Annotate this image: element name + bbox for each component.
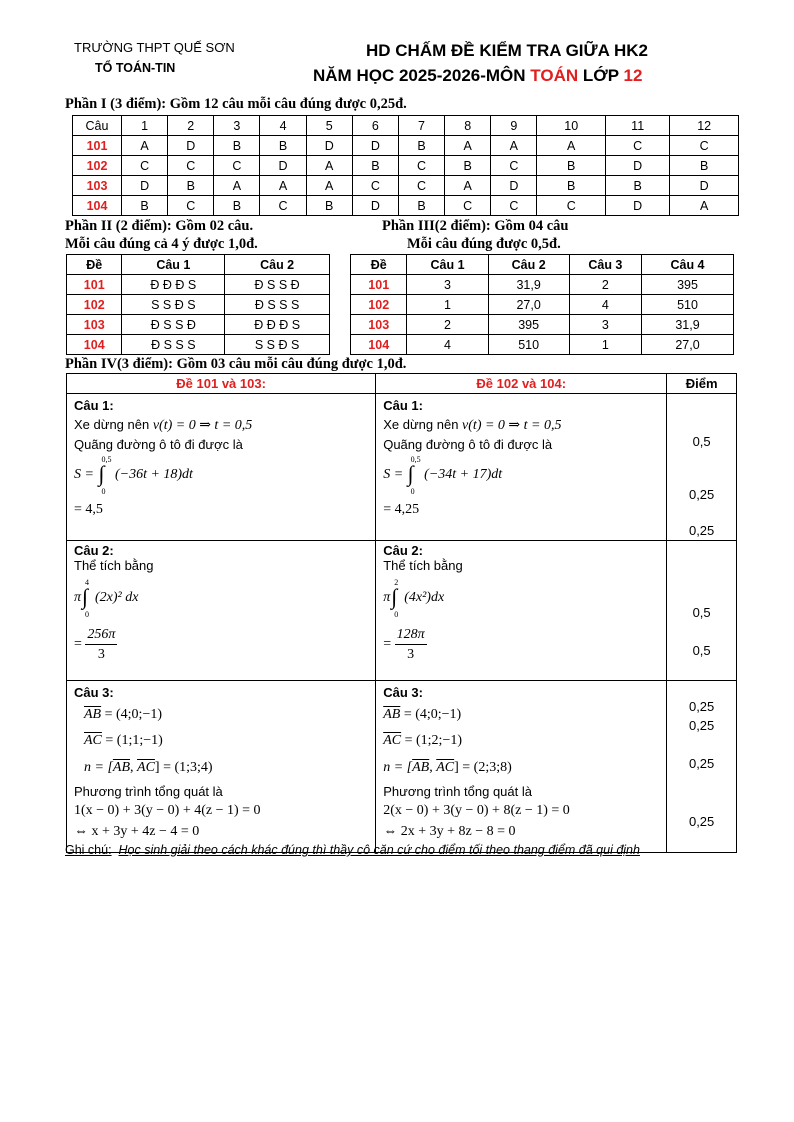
table-header-cell: 4 <box>260 116 306 136</box>
q3-equation-1: 1(x − 0) + 3(y − 0) + 4(z − 1) = 0 <box>74 803 261 818</box>
table-row <box>73 136 739 156</box>
q1-integrand: (−36t + 18)dt <box>114 467 193 483</box>
table-header-cell: Đề <box>67 255 122 275</box>
table-row <box>73 196 739 216</box>
table-header-cell: 10 <box>537 116 606 136</box>
answer-cell: C <box>398 176 444 196</box>
q3-equation-text: Phương trình tổng quát là <box>74 784 223 799</box>
q2-integrand: (4x²)dx <box>404 590 445 606</box>
integral-upper-bound: 0,5 <box>101 455 112 464</box>
table-header-cell: 1 <box>122 116 168 136</box>
answer-cell: 3 <box>569 315 641 335</box>
q1-s-prefix: S = <box>74 467 98 483</box>
table-row <box>351 315 734 335</box>
answer-cell: D <box>352 196 398 216</box>
q2-result: = $\frac{128\pi}{3}$ <box>383 627 425 662</box>
q2-result-denominator: 3 <box>97 647 105 662</box>
answer-cell: 1 <box>569 335 641 355</box>
score-value: 0,5 <box>692 643 711 658</box>
q1-label: Câu 1: <box>383 398 423 413</box>
exam-code-cell: 102 <box>73 156 122 176</box>
table-header-cell: 6 <box>352 116 398 136</box>
answer-cell: S S Đ S <box>225 335 330 355</box>
answer-cell: Đ S S Đ <box>225 275 330 295</box>
exam-code-cell: 101 <box>351 275 407 295</box>
question-2-row <box>67 541 737 681</box>
answer-cell: B <box>445 156 491 176</box>
answer-cell: B <box>306 196 352 216</box>
exam-code-cell: 103 <box>351 315 407 335</box>
q1-integral <box>74 455 375 498</box>
exam-code-cell: 101 <box>73 136 122 156</box>
answer-cell: 4 <box>569 295 641 315</box>
q3-solution-a <box>67 681 376 853</box>
answer-cell: 510 <box>642 295 734 315</box>
answer-cell: B <box>168 176 214 196</box>
answer-cell: D <box>122 176 168 196</box>
table-header-row <box>73 116 739 136</box>
department-name: TỔ TOÁN-TIN <box>95 61 176 75</box>
integral-upper-bound: 4 <box>85 578 90 587</box>
question-1-row <box>67 394 737 541</box>
vector-ac-value: = (1;2;−1) <box>401 733 463 748</box>
answer-cell: A <box>445 136 491 156</box>
table-header-cell: Câu 3 <box>569 255 641 275</box>
footnote-text: Học sinh giải theo cách khác đúng thì thầy cô căn cứ cho điểm tối theo thang điểm đã qui định <box>118 843 640 857</box>
answer-cell: D <box>168 136 214 156</box>
column-header-score: Điểm <box>667 374 737 394</box>
answer-cell: C <box>214 156 260 176</box>
school-name: TRƯỜNG THPT QUẾ SƠN <box>74 40 235 55</box>
q1-integral <box>383 455 666 498</box>
answer-cell: A <box>260 176 306 196</box>
table-header-cell: Câu 1 <box>122 255 225 275</box>
q2-result: = $\frac{256\pi}{3}$ <box>74 627 116 662</box>
answer-cell: S S Đ S <box>122 295 225 315</box>
answer-cell: C <box>606 136 670 156</box>
answer-cell: C <box>122 156 168 176</box>
answer-cell: Đ S S S <box>122 335 225 355</box>
table-row <box>67 295 330 315</box>
q2-result-denominator: 3 <box>407 647 415 662</box>
table-header-cell: 5 <box>306 116 352 136</box>
q3-solution-b <box>376 681 667 853</box>
vector-ac-name: $\overline{AC}$ <box>383 733 402 748</box>
table-header-cell: Đề <box>351 255 407 275</box>
table-header-cell: Câu <box>73 116 122 136</box>
table-header-cell: Câu 2 <box>488 255 569 275</box>
answer-cell: A <box>306 156 352 176</box>
q2-solution-a <box>67 541 376 681</box>
subtitle-part: NĂM HỌC 2025-2026-MÔN <box>313 66 531 85</box>
table-row <box>67 335 330 355</box>
table-row <box>73 156 739 176</box>
answer-cell: B <box>398 196 444 216</box>
part3-subheading: Mỗi câu đúng được 0,5đ. <box>407 236 561 252</box>
q2-result-numerator: 128π <box>395 625 427 645</box>
part2-heading: Phần II (2 điểm): Gồm 02 câu. <box>65 218 254 234</box>
integral-sign: 0,5 ∫ 0 <box>407 455 421 496</box>
score-value: 0,25 <box>688 814 715 829</box>
answer-cell: 395 <box>488 315 569 335</box>
q3-vector-ab <box>383 702 666 728</box>
q3-scores <box>667 681 737 853</box>
integral-sign: 2 ∫ 0 <box>391 578 399 619</box>
q3-equation-2: ⇔ x + 3y + 4z − 4 = 0 <box>74 824 200 839</box>
table-row <box>351 275 734 295</box>
part1-answer-table <box>72 115 739 216</box>
q1-stop-math: v(t) = 0 ⇒ t = 0,5 <box>462 418 562 433</box>
q3-label: Câu 3: <box>74 685 114 700</box>
answer-cell: B <box>214 196 260 216</box>
q1-result: = 4,25 <box>383 502 420 517</box>
exam-code-cell: 104 <box>67 335 122 355</box>
q3-equation-2: ⇔ 2x + 3y + 8z − 8 = 0 <box>383 824 516 839</box>
answer-cell: B <box>670 156 739 176</box>
q3-vector-ac <box>84 728 375 754</box>
integral-sign: 0,5 ∫ 0 <box>98 455 112 496</box>
table-header-cell: 2 <box>168 116 214 136</box>
table-header-cell: 7 <box>398 116 444 136</box>
score-value: 0,5 <box>692 605 711 620</box>
normal-vector-prefix: n = [ <box>84 760 113 775</box>
normal-vector-value: ] = (2;3;8) <box>454 760 512 775</box>
answer-cell: C <box>168 196 214 216</box>
vector-ab-name: $\overline{AB}$ <box>84 707 102 722</box>
part2-answer-table <box>66 254 330 355</box>
exam-code-cell: 102 <box>351 295 407 315</box>
answer-cell: C <box>260 196 306 216</box>
answer-cell: A <box>491 136 537 156</box>
answer-cell: C <box>168 156 214 176</box>
vector-ac-value: = (1;1;−1) <box>101 733 163 748</box>
q2-integral: π 4 ∫ 0 (2x)² dx <box>74 578 139 619</box>
column-header-102-104: Đề 102 và 104: <box>376 374 667 394</box>
q1-label: Câu 1: <box>74 398 114 413</box>
part4-solution-table <box>66 373 737 853</box>
document-subtitle <box>313 66 642 86</box>
exam-code-cell: 103 <box>73 176 122 196</box>
table-row <box>351 295 734 315</box>
answer-cell: C <box>352 176 398 196</box>
q3-equation-1: 2(x − 0) + 3(y − 0) + 8(z − 1) = 0 <box>383 803 570 818</box>
table-header-cell: 11 <box>606 116 670 136</box>
q2-integral: π 2 ∫ 0 (4x²)dx <box>383 578 445 619</box>
answer-cell: Đ Đ Đ S <box>122 275 225 295</box>
answer-cell: D <box>260 156 306 176</box>
vector-ab-name: $\overline{AB}$ <box>112 760 131 775</box>
answer-cell: B <box>122 196 168 216</box>
answer-cell: D <box>606 156 670 176</box>
integral-lower-bound: 0 <box>394 610 399 619</box>
table-header-row <box>67 255 330 275</box>
answer-cell: D <box>606 196 670 216</box>
q1-stop-text: Xe dừng nên <box>383 417 463 432</box>
q2-label: Câu 2: <box>383 543 423 558</box>
q1-stop-line <box>74 415 375 435</box>
score-value: 0,25 <box>688 718 715 733</box>
answer-cell: 2 <box>407 315 488 335</box>
answer-cell: A <box>214 176 260 196</box>
integral-lower-bound: 0 <box>85 610 90 619</box>
answer-cell: B <box>537 156 606 176</box>
subtitle-subject: TOÁN <box>530 66 579 85</box>
score-value: 0,25 <box>688 487 715 502</box>
q1-scores <box>667 394 737 541</box>
q1-stop-line <box>383 415 666 435</box>
table-header-cell: 9 <box>491 116 537 136</box>
integral-sign: 4 ∫ 0 <box>82 578 90 619</box>
q1-solution-b <box>376 394 667 541</box>
q1-integrand: (−34t + 17)dt <box>424 467 503 483</box>
answer-cell: 510 <box>488 335 569 355</box>
exam-code-cell: 101 <box>67 275 122 295</box>
q1-solution-a <box>67 394 376 541</box>
answer-cell: Đ S S S <box>225 295 330 315</box>
vector-ab-value: = (4;0;−1) <box>101 707 163 722</box>
part1-heading: Phần I (3 điểm): Gồm 12 câu mỗi câu đúng được 0,25đ. <box>65 96 407 112</box>
answer-cell: A <box>445 176 491 196</box>
table-header-cell: 3 <box>214 116 260 136</box>
answer-cell: D <box>306 136 352 156</box>
answer-cell: 27,0 <box>488 295 569 315</box>
question-3-row <box>67 681 737 853</box>
q1-result: = 4,5 <box>74 502 103 517</box>
table-header-cell: Câu 1 <box>407 255 488 275</box>
answer-cell: 27,0 <box>642 335 734 355</box>
table-header-cell: 12 <box>670 116 739 136</box>
answer-cell: A <box>670 196 739 216</box>
table-header-cell: Câu 2 <box>225 255 330 275</box>
part4-heading: Phần IV(3 điểm): Gồm 03 câu mỗi câu đúng được 1,0đ. <box>65 356 407 372</box>
q1-stop-text: Xe dừng nên <box>74 417 153 432</box>
q2-result-numerator: 256π <box>85 625 117 645</box>
answer-cell: 3 <box>407 275 488 295</box>
subtitle-grade: 12 <box>623 66 643 85</box>
vector-ab-value: = (4;0;−1) <box>400 707 462 722</box>
answer-cell: 1 <box>407 295 488 315</box>
vector-ac-name: $\overline{AC}$ <box>84 733 102 748</box>
answer-cell: C <box>537 196 606 216</box>
score-value: 0,25 <box>688 756 715 771</box>
footnote-label: Ghi chú: <box>65 843 112 857</box>
answer-cell: B <box>260 136 306 156</box>
document-title: HD CHẤM ĐỀ KIỂM TRA GIỮA HK2 <box>366 41 649 60</box>
answer-cell: B <box>537 176 606 196</box>
answer-cell: B <box>352 156 398 176</box>
normal-vector-value: ] = (1;3;4) <box>154 760 213 775</box>
answer-cell: 31,9 <box>488 275 569 295</box>
answer-cell: A <box>122 136 168 156</box>
q2-volume-text: Thể tích bằng <box>74 558 154 573</box>
vector-ab-name: $\overline{AB}$ <box>383 707 401 722</box>
normal-vector-prefix: n = [ <box>383 760 413 775</box>
q2-volume-text: Thể tích bằng <box>383 558 463 573</box>
part3-heading: Phần III(2 điểm): Gồm 04 câu <box>382 218 569 234</box>
q3-label: Câu 3: <box>383 685 423 700</box>
q2-label: Câu 2: <box>74 543 114 558</box>
q1-stop-math: v(t) = 0 ⇒ t = 0,5 <box>152 418 253 433</box>
vector-ab-name: $\overline{AB}$ <box>412 760 430 775</box>
answer-cell: C <box>491 196 537 216</box>
exam-code-cell: 104 <box>351 335 407 355</box>
part2-subheading: Mỗi câu đúng cả 4 ý được 1,0đ. <box>65 236 258 252</box>
exam-code-cell: 104 <box>73 196 122 216</box>
answer-cell: A <box>537 136 606 156</box>
q3-normal-vector: $n = [\overline{AB}$, $\overline{AC}$] = (1;3;4) <box>84 760 213 775</box>
footnote <box>65 843 640 857</box>
subtitle-part: LỚP <box>578 66 624 85</box>
q1-distance-text: Quãng đường ô tô đi được là <box>74 437 243 452</box>
answer-cell: B <box>214 136 260 156</box>
q1-distance-text: Quãng đường ô tô đi được là <box>383 437 553 452</box>
integral-upper-bound: 0,5 <box>410 455 421 464</box>
answer-cell: B <box>398 136 444 156</box>
table-row <box>351 335 734 355</box>
score-value: 0,25 <box>688 699 715 714</box>
integral-lower-bound: 0 <box>410 487 415 496</box>
answer-cell: C <box>670 136 739 156</box>
integral-lower-bound: 0 <box>101 487 106 496</box>
table-row <box>73 176 739 196</box>
answer-cell: D <box>352 136 398 156</box>
table-header-cell: Câu 4 <box>642 255 734 275</box>
q2-integrand: (2x)² dx <box>95 590 139 606</box>
answer-cell: Đ Đ Đ S <box>225 315 330 335</box>
answer-cell: 395 <box>642 275 734 295</box>
table-header-cell: 8 <box>445 116 491 136</box>
answer-cell: 4 <box>407 335 488 355</box>
score-value: 0,5 <box>692 434 711 449</box>
answer-cell: C <box>398 156 444 176</box>
answer-cell: C <box>491 156 537 176</box>
part3-answer-table <box>350 254 734 355</box>
column-header-101-103: Đề 101 và 103: <box>67 374 376 394</box>
answer-cell: B <box>606 176 670 196</box>
answer-cell: 31,9 <box>642 315 734 335</box>
answer-cell: Đ S S Đ <box>122 315 225 335</box>
table-row <box>67 275 330 295</box>
vector-ac-name: $\overline{AC}$ <box>137 760 155 775</box>
q1-s-prefix: S = <box>383 467 407 483</box>
q2-solution-b <box>376 541 667 681</box>
answer-cell: C <box>445 196 491 216</box>
integral-upper-bound: 2 <box>394 578 399 587</box>
exam-code-cell: 103 <box>67 315 122 335</box>
q3-vector-ab <box>84 702 375 728</box>
q3-normal-vector: $n = [\overline{AB}$, $\overline{AC}$] = (2;3;8) <box>383 760 512 775</box>
answer-cell: A <box>306 176 352 196</box>
table-row <box>67 315 330 335</box>
q3-equation-text: Phương trình tổng quát là <box>383 784 532 799</box>
table-header-row <box>351 255 734 275</box>
q3-vector-ac <box>383 728 666 754</box>
answer-cell: D <box>491 176 537 196</box>
score-value: 0,25 <box>688 523 715 538</box>
answer-cell: 2 <box>569 275 641 295</box>
answer-cell: D <box>670 176 739 196</box>
q2-scores <box>667 541 737 681</box>
table-header-row <box>67 374 737 394</box>
exam-code-cell: 102 <box>67 295 122 315</box>
vector-ac-name: $\overline{AC}$ <box>436 760 455 775</box>
